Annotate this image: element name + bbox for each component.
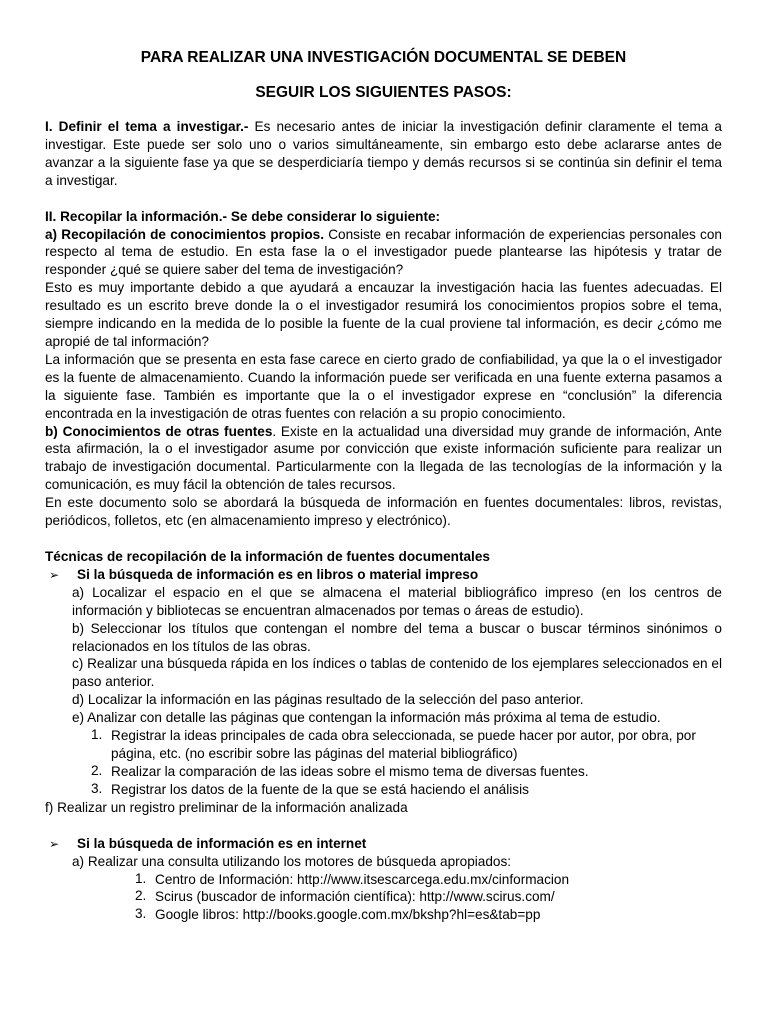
printed-substep-3: 3. Registrar los datos de la fuente de la que se está haciendo el análisis (91, 780, 529, 797)
internet-heading: Si la búsqueda de información es en internet (77, 835, 367, 851)
section-2a-heading: a) Recopilación de conocimientos propios. (45, 226, 324, 242)
printed-substep-1: 1. Registrar la ideas principales de cada obra seleccionada, se puede hacer por autor, por obra, por página, etc. (no escribir sobre las páginas del material bibliográfico) (91, 727, 696, 761)
document-page (45, 48, 722, 924)
section-2-heading: II. Recopilar la información.- Se debe considerar lo siguiente: (45, 208, 441, 224)
printed-bullet (45, 566, 722, 584)
section-2a-paragraph-2: Esto es muy importante debido a que ayudará a encauzar la investigación hacia las fuentes adecuadas. El resultado es un escrito breve donde la o el investigador resumirá los conocimientos propios sobre el tema, siempre indicando en la medida de lo posible la fuente de la cual proviene tal información, es decir ¿cómo me apropié de tal información? (45, 280, 722, 349)
printed-step-f: f) Realizar un registro preliminar de la información analizada (45, 799, 408, 815)
printed-step-b: b) Seleccionar los títulos que contengan el nombre del tema a buscar o buscar términos sinónimos o relacionados en los títulos de las obras. (72, 620, 722, 654)
techniques-heading: Técnicas de recopilación de la información de fuentes documentales (45, 548, 490, 564)
internet-engine-3: 3. Google libros: http://books.google.com.mx/bkshp?hl=es&tab=pp (135, 906, 541, 923)
printed-heading: Si la búsqueda de información es en libros o material impreso (77, 566, 479, 582)
arrow-bullet-icon: ➢ (49, 567, 60, 582)
section-1-text: Es necesario antes de iniciar la investigación definir claramente el tema a investigar. Este puede ser solo uno o varios simultáneamente, sin embargo esto debe aclararse antes de avanzar a la siguiente fase ya que se desperdiciaría tiempo y demás recursos si se continúa sin definir el tema a investigar. (45, 119, 722, 188)
printed-substep-2: 2. Realizar la comparación de las ideas sobre el mismo tema de diversas fuentes. (91, 762, 589, 779)
section-2b-text: . Existe en la actualidad una diversidad muy grande de información, Ante esta afirmación, la o el investigador asume por convicción que existe información suficiente para realizar un trabajo de investigación documental. Particularmente con la llegada de las tecnologías de la información y la comunicación, es muy fácil la obtención de tales recursos. (45, 423, 722, 493)
internet-engine-2: 2. Scirus (buscador de información científica): http://www.scirus.com/ (135, 888, 555, 905)
section-2b-paragraph (45, 423, 722, 495)
printed-step-d: d) Localizar la información en las páginas resultado de la selección del paso anterior. (72, 692, 584, 708)
title-line-1: PARA REALIZAR UNA INVESTIGACIÓN DOCUMENTAL SE DEBEN (140, 49, 627, 66)
internet-step-a: a) Realizar una consulta utilizando los motores de búsqueda apropiados: (72, 853, 512, 869)
internet-bullet (45, 835, 722, 853)
arrow-bullet-icon: ➢ (49, 836, 60, 851)
title-line-2: SEGUIR LOS SIGUIENTES PASOS: (255, 84, 512, 101)
section-1-paragraph (45, 118, 722, 190)
printed-step-e: e) Analizar con detalle las páginas que contengan la información más próxima al tema de estudio. (72, 710, 661, 726)
section-2b-heading: b) Conocimientos de otras fuentes (45, 423, 273, 439)
section-1-heading: I. Definir el tema a investigar.- (45, 119, 249, 134)
section-2a-paragraph (45, 226, 722, 280)
section-2a-paragraph-3: La información que se presenta en esta fase carece en cierto grado de confiabilidad, ya que la o el investigador es la fuente de almacenamiento. Cuando la información puede ser verificada en una fuente externa pasamos a la siguiente fase. También es importante que la o el investigador exprese en “conclusión” la diferencia encontrada en la investigación de otras fuentes con relación a su propio conocimiento. (45, 351, 722, 421)
printed-step-c: c) Realizar una búsqueda rápida en los índices o tablas de contenido de los ejemplares seleccionados en el paso anterior. (72, 656, 722, 690)
section-2a-text: Consiste en recabar información de experiencias personales con respecto al tema de estudio. En esta fase la o el investigador puede plantearse las hipótesis y tratar de responder ¿qué se quiere saber del tema de investigación? (45, 226, 722, 278)
internet-engine-1: 1. Centro de Información: http://www.itsescarcega.edu.mx/cinformacion (135, 870, 570, 887)
section-2b-paragraph-2: En este documento solo se abordará la búsqueda de información en fuentes documentales: libros, revistas, periódicos, folletos, etc (en almacenamiento impreso y electrónico). (45, 495, 722, 529)
printed-step-a: a) Localizar el espacio en el que se almacena el material bibliográfico impreso (en los centros de información y bibliotecas se encuentran almacenados por temas o áreas de estudio). (72, 584, 722, 618)
